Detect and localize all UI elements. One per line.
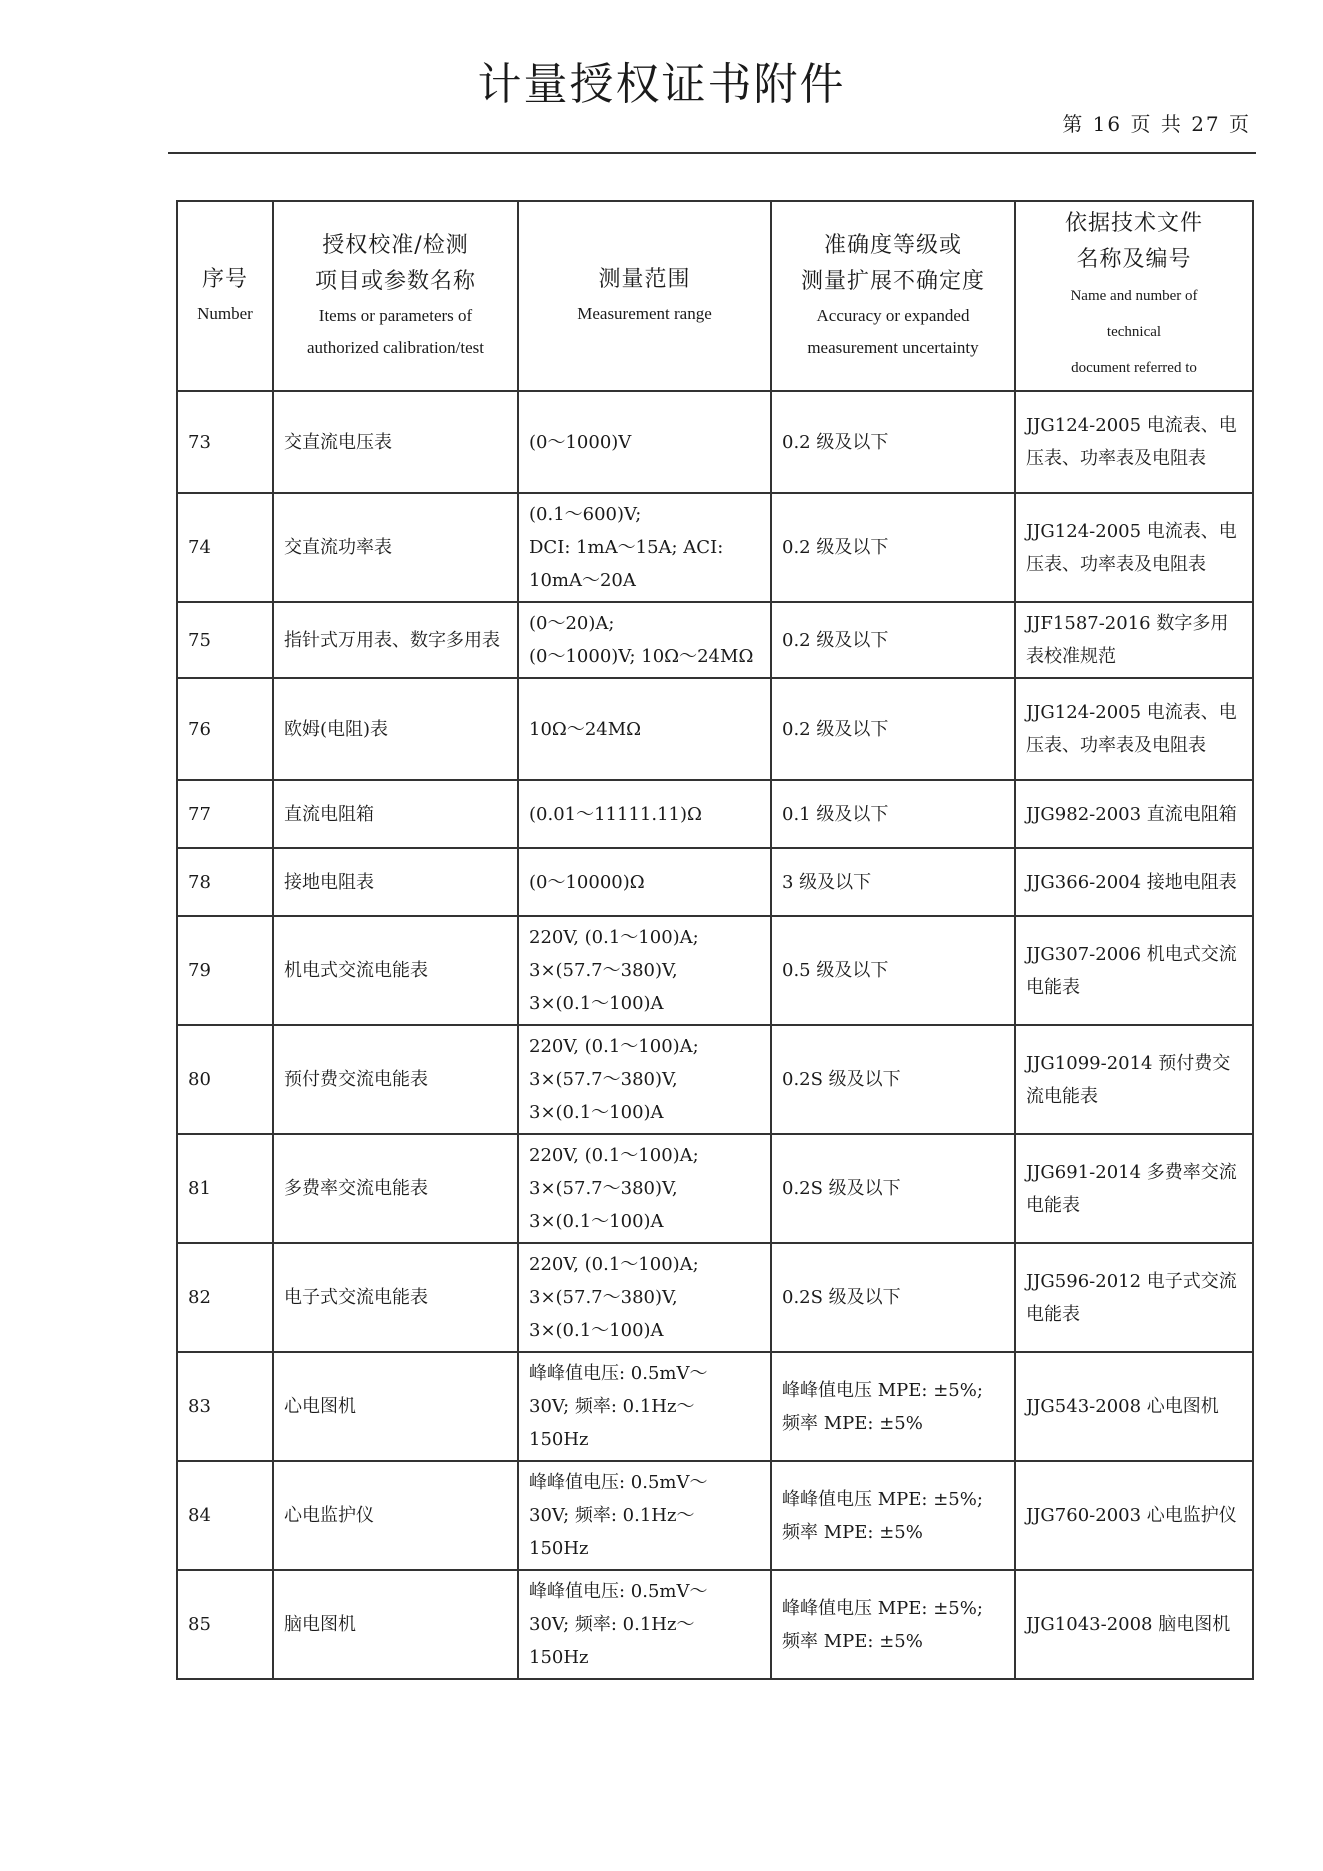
accuracy-line: 频率 MPE: ±5% — [782, 1521, 923, 1543]
cell-number: 80 — [177, 1025, 273, 1134]
cell-item: 机电式交流电能表 — [273, 916, 518, 1025]
cell-number: 84 — [177, 1461, 273, 1570]
range-line: 150Hz — [529, 1429, 589, 1450]
cell-range — [518, 1352, 771, 1461]
cell-item: 心电监护仪 — [273, 1461, 518, 1570]
cell-accuracy — [771, 916, 1015, 1025]
cell-document: JJG124-2005 电流表、电压表、功率表及电阻表 — [1015, 493, 1253, 602]
header-accuracy-en-2: measurement uncertainty — [807, 338, 979, 357]
accuracy-line: 0.2 级及以下 — [782, 431, 889, 453]
range-line: 30V; 频率: 0.1Hz～ — [529, 1396, 695, 1417]
cell-item: 交直流功率表 — [273, 493, 518, 602]
header-doc-cn-1: 依据技术文件 — [1064, 211, 1203, 236]
cell-document: JJF1587-2016 数字多用表校准规范 — [1015, 602, 1253, 678]
cell-accuracy — [771, 780, 1015, 848]
range-line: 10Ω～24MΩ — [529, 718, 642, 740]
range-line: 10mA～20A — [529, 570, 636, 591]
table-row — [177, 1134, 1253, 1243]
cell-number: 73 — [177, 391, 273, 493]
table-header-row — [177, 201, 1253, 391]
header-range-cn: 测量范围 — [598, 267, 691, 292]
header-doc-en-3: document referred to — [1071, 360, 1197, 376]
header-number-en: Number — [197, 304, 253, 323]
cell-document: JJG982-2003 直流电阻箱 — [1015, 780, 1253, 848]
table-row — [177, 1461, 1253, 1570]
cell-range — [518, 678, 771, 780]
accuracy-line: 峰峰值电压 MPE: ±5%; — [782, 1597, 983, 1619]
cell-document: JJG366-2004 接地电阻表 — [1015, 848, 1253, 916]
header-accuracy-cn-1: 准确度等级或 — [823, 233, 962, 258]
range-line: 峰峰值电压: 0.5mV～ — [529, 1472, 708, 1493]
header-item-cn-1: 授权校准/检测 — [322, 233, 469, 258]
cell-document: JJG307-2006 机电式交流电能表 — [1015, 916, 1253, 1025]
header-doc-en-2: technical — [1106, 324, 1162, 340]
range-line: DCI: 1mA～15A; ACI: — [529, 537, 724, 558]
range-line: 3×(57.7～380)V, — [529, 1287, 678, 1308]
range-line: 3×(0.1～100)A — [529, 1102, 664, 1123]
cell-accuracy — [771, 1461, 1015, 1570]
cell-range — [518, 1025, 771, 1134]
cell-range — [518, 916, 771, 1025]
range-line: 峰峰值电压: 0.5mV～ — [529, 1581, 708, 1602]
accuracy-line: 0.2S 级及以下 — [782, 1178, 901, 1199]
cell-item: 欧姆(电阻)表 — [273, 678, 518, 780]
header-doc-cn-2: 名称及编号 — [1076, 247, 1192, 272]
cell-accuracy — [771, 391, 1015, 493]
range-line: 220V, (0.1～100)A; — [529, 927, 699, 948]
table-row — [177, 1243, 1253, 1352]
cell-document: JJG124-2005 电流表、电压表、功率表及电阻表 — [1015, 391, 1253, 493]
cell-document: JJG760-2003 心电监护仪 — [1015, 1461, 1253, 1570]
accuracy-line: 频率 MPE: ±5% — [782, 1412, 923, 1434]
header-accuracy-en-1: Accuracy or expanded — [816, 306, 970, 325]
table-body — [177, 391, 1253, 1679]
table-row — [177, 602, 1253, 678]
range-line: 30V; 频率: 0.1Hz～ — [529, 1505, 695, 1526]
cell-accuracy — [771, 1352, 1015, 1461]
cell-range — [518, 1134, 771, 1243]
cell-range — [518, 1461, 771, 1570]
cell-item: 电子式交流电能表 — [273, 1243, 518, 1352]
cell-item: 直流电阻箱 — [273, 780, 518, 848]
table-row — [177, 678, 1253, 780]
cell-item: 交直流电压表 — [273, 391, 518, 493]
range-line: 3×(0.1～100)A — [529, 993, 664, 1014]
header-accuracy — [771, 201, 1015, 391]
header-divider — [168, 152, 1256, 154]
range-line: 220V, (0.1～100)A; — [529, 1145, 699, 1166]
cell-accuracy — [771, 1243, 1015, 1352]
table-row — [177, 391, 1253, 493]
cell-number: 81 — [177, 1134, 273, 1243]
cell-number: 76 — [177, 678, 273, 780]
cell-item: 多费率交流电能表 — [273, 1134, 518, 1243]
range-line: 150Hz — [529, 1538, 589, 1559]
cell-accuracy — [771, 493, 1015, 602]
cell-accuracy — [771, 1570, 1015, 1679]
cell-number: 82 — [177, 1243, 273, 1352]
accuracy-line: 0.2 级及以下 — [782, 629, 889, 651]
range-line: 3×(0.1～100)A — [529, 1211, 664, 1232]
range-line: 220V, (0.1～100)A; — [529, 1036, 699, 1057]
cell-document: JJG1099-2014 预付费交流电能表 — [1015, 1025, 1253, 1134]
page-number: 第 16 页 共 27 页 — [1062, 112, 1251, 136]
cell-range — [518, 1243, 771, 1352]
range-line: (0～1000)V — [529, 431, 632, 453]
cell-document: JJG691-2014 多费率交流电能表 — [1015, 1134, 1253, 1243]
accuracy-line: 峰峰值电压 MPE: ±5%; — [782, 1379, 983, 1401]
cell-range — [518, 1570, 771, 1679]
header-item-en-2: authorized calibration/test — [306, 338, 484, 357]
table-row — [177, 1025, 1253, 1134]
cell-item: 接地电阻表 — [273, 848, 518, 916]
cell-number: 85 — [177, 1570, 273, 1679]
header-range — [518, 201, 771, 391]
accuracy-line: 0.2 级及以下 — [782, 718, 889, 740]
cell-document: JJG1043-2008 脑电图机 — [1015, 1570, 1253, 1679]
cell-range — [518, 780, 771, 848]
header-doc-en-1: Name and number of — [1070, 288, 1198, 304]
cell-accuracy — [771, 848, 1015, 916]
header-accuracy-cn-2: 测量扩展不确定度 — [800, 269, 985, 294]
range-line: 220V, (0.1～100)A; — [529, 1254, 699, 1275]
accuracy-line: 频率 MPE: ±5% — [782, 1630, 923, 1652]
range-line: 3×(57.7～380)V, — [529, 1178, 678, 1199]
range-line: (0.01～11111.11)Ω — [529, 803, 702, 825]
cell-item: 指针式万用表、数字多用表 — [273, 602, 518, 678]
table-row — [177, 1352, 1253, 1461]
range-line: 峰峰值电压: 0.5mV～ — [529, 1363, 708, 1384]
table-row — [177, 848, 1253, 916]
header-document — [1015, 201, 1253, 391]
page-title: 计量授权证书附件 — [477, 59, 846, 110]
cell-item: 心电图机 — [273, 1352, 518, 1461]
cell-accuracy — [771, 1025, 1015, 1134]
table-row — [177, 1570, 1253, 1679]
accuracy-line: 0.2S 级及以下 — [782, 1069, 901, 1090]
cell-number: 74 — [177, 493, 273, 602]
cell-number: 83 — [177, 1352, 273, 1461]
cell-item: 脑电图机 — [273, 1570, 518, 1679]
accuracy-line: 0.2 级及以下 — [782, 537, 889, 558]
cell-range — [518, 391, 771, 493]
cell-document: JJG596-2012 电子式交流电能表 — [1015, 1243, 1253, 1352]
accuracy-line: 3 级及以下 — [782, 871, 872, 893]
cell-range — [518, 848, 771, 916]
cell-item: 预付费交流电能表 — [273, 1025, 518, 1134]
range-line: 3×(0.1～100)A — [529, 1320, 664, 1341]
cell-document: JJG124-2005 电流表、电压表、功率表及电阻表 — [1015, 678, 1253, 780]
header-range-en: Measurement range — [577, 304, 712, 323]
cell-number: 78 — [177, 848, 273, 916]
cell-range — [518, 493, 771, 602]
cell-accuracy — [771, 1134, 1015, 1243]
range-line: 30V; 频率: 0.1Hz～ — [529, 1614, 695, 1635]
accuracy-line: 峰峰值电压 MPE: ±5%; — [782, 1488, 983, 1510]
cell-accuracy — [771, 602, 1015, 678]
range-line: (0.1～600)V; — [529, 504, 642, 525]
table-row — [177, 780, 1253, 848]
cell-document: JJG543-2008 心电图机 — [1015, 1352, 1253, 1461]
range-line: (0～20)A; — [529, 613, 615, 634]
header-item — [273, 201, 518, 391]
range-line: 150Hz — [529, 1647, 589, 1668]
range-line: (0～10000)Ω — [529, 871, 645, 893]
accuracy-line: 0.1 级及以下 — [782, 803, 889, 825]
cell-number: 77 — [177, 780, 273, 848]
cell-number: 75 — [177, 602, 273, 678]
range-line: 3×(57.7～380)V, — [529, 1069, 678, 1090]
authorization-table — [176, 200, 1254, 1680]
cell-range — [518, 602, 771, 678]
header-number — [177, 201, 273, 391]
table-row — [177, 916, 1253, 1025]
range-line: 3×(57.7～380)V, — [529, 960, 678, 981]
cell-number: 79 — [177, 916, 273, 1025]
header-item-en-1: Items or parameters of — [318, 306, 473, 325]
accuracy-line: 0.2S 级及以下 — [782, 1287, 901, 1308]
table-row — [177, 493, 1253, 602]
header-item-cn-2: 项目或参数名称 — [314, 269, 476, 294]
header-number-cn: 序号 — [201, 267, 248, 292]
range-line: (0～1000)V; 10Ω～24MΩ — [529, 646, 754, 667]
cell-accuracy — [771, 678, 1015, 780]
accuracy-line: 0.5 级及以下 — [782, 960, 889, 981]
